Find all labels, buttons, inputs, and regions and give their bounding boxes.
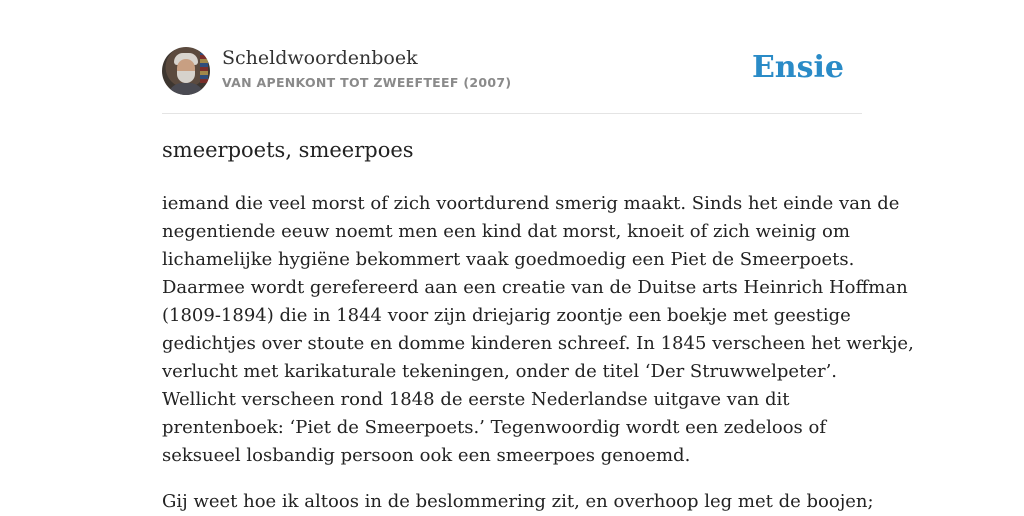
ensie-logo[interactable]: Ensie xyxy=(751,50,844,85)
text-line: prentenboek: ‘Piet de Smeerpoets.’ Tegenwoordig wordt een zedeloos of xyxy=(162,417,826,438)
text-line: verlucht met karikaturale tekeningen, onder de titel ‘Der Struwwelpeter’. xyxy=(162,361,838,382)
entry-header xyxy=(162,46,862,96)
source-title-link[interactable]: VAN APENKONT TOT ZWEEFTEEF (2007) xyxy=(222,75,512,90)
text-line: gedichtjes over stoute en domme kinderen schreef. In 1845 verscheen het werkje, xyxy=(162,333,914,354)
avatar-bookshelf xyxy=(200,53,208,83)
author-name-link[interactable]: Scheldwoordenboek xyxy=(222,47,418,69)
text-line: Wellicht verscheen rond 1848 de eerste Nederlandse uitgave van dit xyxy=(162,389,790,410)
entry-title: smeerpoets, smeerpoes xyxy=(162,138,414,162)
text-line: Gij weet hoe ik altoos in de beslommering zit, en overhoop leg met de boojen; xyxy=(162,491,874,512)
text-line: lichamelijke hygiëne bekommert vaak goedmoedig een Piet de Smeerpoets. xyxy=(162,249,855,270)
text-line: iemand die veel morst of zich voortdurend smerig maakt. Sinds het einde van de xyxy=(162,193,900,214)
text-line: negentiende eeuw noemt men een kind dat morst, knoeit of zich weinig om xyxy=(162,221,850,242)
text-line: seksueel losbandig persoon ook een smeerpoes genoemd. xyxy=(162,445,691,466)
text-line: (1809-1894) die in 1844 voor zijn driejarig zoontje een boekje met geestige xyxy=(162,305,851,326)
text-line: Daarmee wordt gerefereerd aan een creatie van de Duitse arts Heinrich Hoffman xyxy=(162,277,908,298)
author-avatar[interactable] xyxy=(162,47,210,95)
header-divider xyxy=(162,113,862,114)
avatar-beard xyxy=(177,71,195,83)
avatar-shirt xyxy=(168,83,204,95)
definition-paragraph xyxy=(162,190,914,470)
